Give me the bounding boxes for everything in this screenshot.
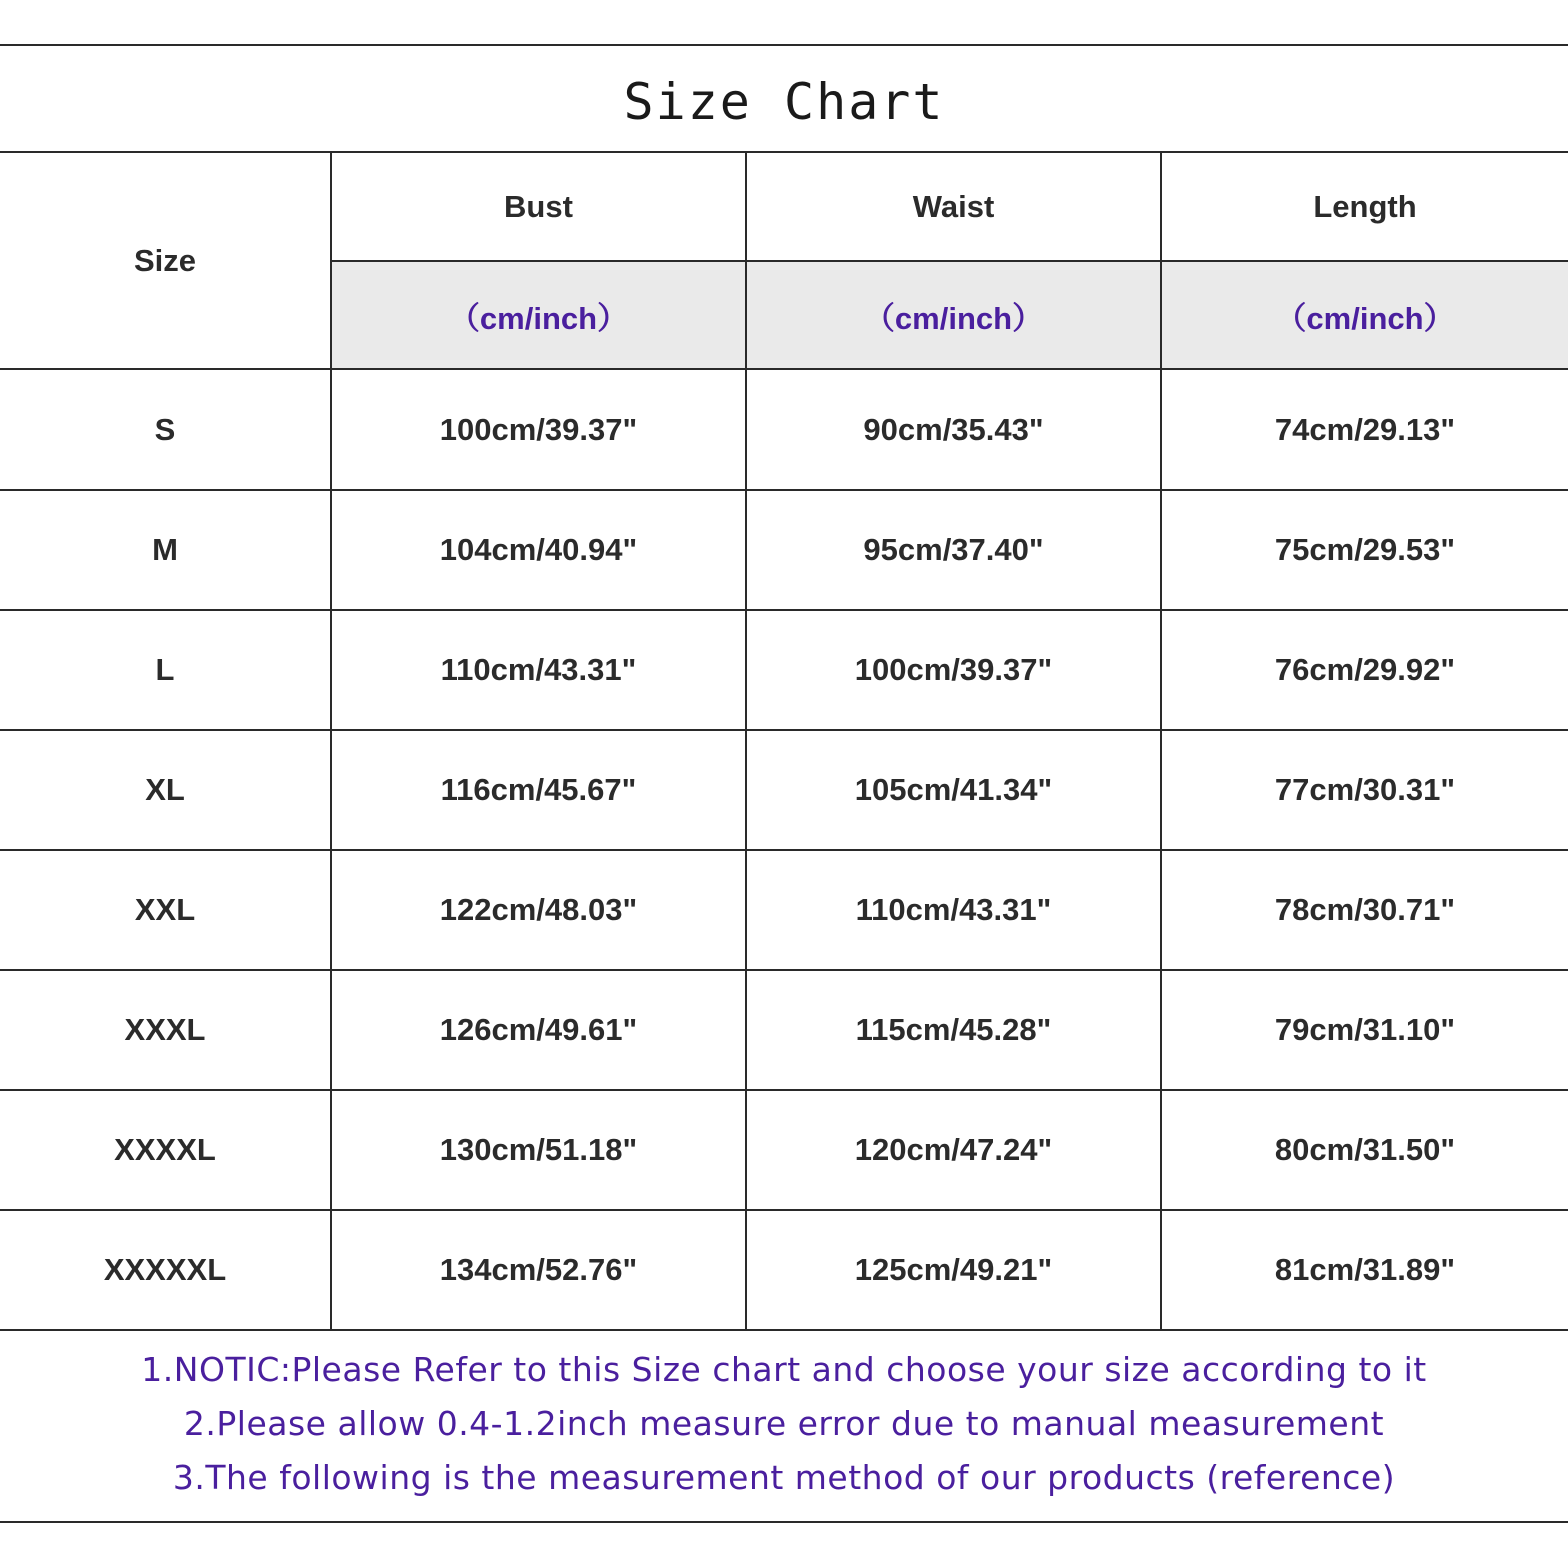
bust-cell: 130cm/51.18" (439, 1131, 638, 1167)
bust-header: Bust (504, 188, 573, 224)
bottom-rule (0, 1521, 1568, 1523)
waist-cell: 125cm/49.21" (854, 1251, 1053, 1287)
length-cell: 79cm/31.10" (1274, 1011, 1456, 1047)
size-cell: XXXL (124, 1011, 206, 1047)
waist-cell: 100cm/39.37" (854, 651, 1053, 687)
size-cell: L (155, 651, 175, 687)
length-cell: 77cm/30.31" (1274, 771, 1456, 807)
length-header: Length (1313, 188, 1417, 224)
note-line: 2.Please allow 0.4-1.2inch measure error due to manual measurement (183, 1404, 1385, 1443)
bust-cell: 100cm/39.37" (439, 411, 638, 447)
waist-cell: 90cm/35.43" (863, 411, 1044, 447)
waist-unit: （cm/inch） (747, 262, 1160, 368)
waist-cell: 105cm/41.34" (854, 771, 1053, 807)
length-unit: （cm/inch） (1162, 262, 1568, 368)
bust-unit: （cm/inch） (332, 262, 745, 368)
size-cell: S (154, 411, 176, 447)
size-header: Size (133, 242, 197, 278)
size-cell: XXXXL (114, 1131, 216, 1167)
waist-cell: 120cm/47.24" (854, 1131, 1053, 1167)
top-rule (0, 44, 1568, 46)
length-cell: 76cm/29.92" (1274, 651, 1456, 687)
length-cell: 80cm/31.50" (1274, 1131, 1456, 1167)
bust-cell: 110cm/43.31" (440, 651, 637, 687)
note-line: 3.The following is the measurement method of our products (reference) (172, 1458, 1396, 1497)
size-cell: XXL (134, 891, 196, 927)
table-bottom-rule (0, 1329, 1568, 1331)
page-title: Size Chart (623, 73, 945, 131)
length-cell: 74cm/29.13" (1274, 411, 1456, 447)
waist-header: Waist (912, 188, 995, 224)
bust-cell: 134cm/52.76" (439, 1251, 638, 1287)
waist-cell: 110cm/43.31" (855, 891, 1052, 927)
size-cell: M (152, 531, 178, 567)
bust-cell: 104cm/40.94" (439, 531, 638, 567)
length-cell: 81cm/31.89" (1274, 1251, 1456, 1287)
bust-cell: 116cm/45.67" (440, 771, 637, 807)
size-cell: XL (145, 771, 185, 807)
length-cell: 78cm/30.71" (1274, 891, 1456, 927)
bust-cell: 122cm/48.03" (439, 891, 638, 927)
waist-cell: 115cm/45.28" (855, 1011, 1052, 1047)
waist-cell: 95cm/37.40" (863, 531, 1044, 567)
size-cell: XXXXXL (103, 1251, 227, 1287)
bust-cell: 126cm/49.61" (439, 1011, 638, 1047)
length-cell: 75cm/29.53" (1274, 531, 1456, 567)
note-line: 1.NOTIC:Please Refer to this Size chart and choose your size according to it (141, 1350, 1427, 1389)
